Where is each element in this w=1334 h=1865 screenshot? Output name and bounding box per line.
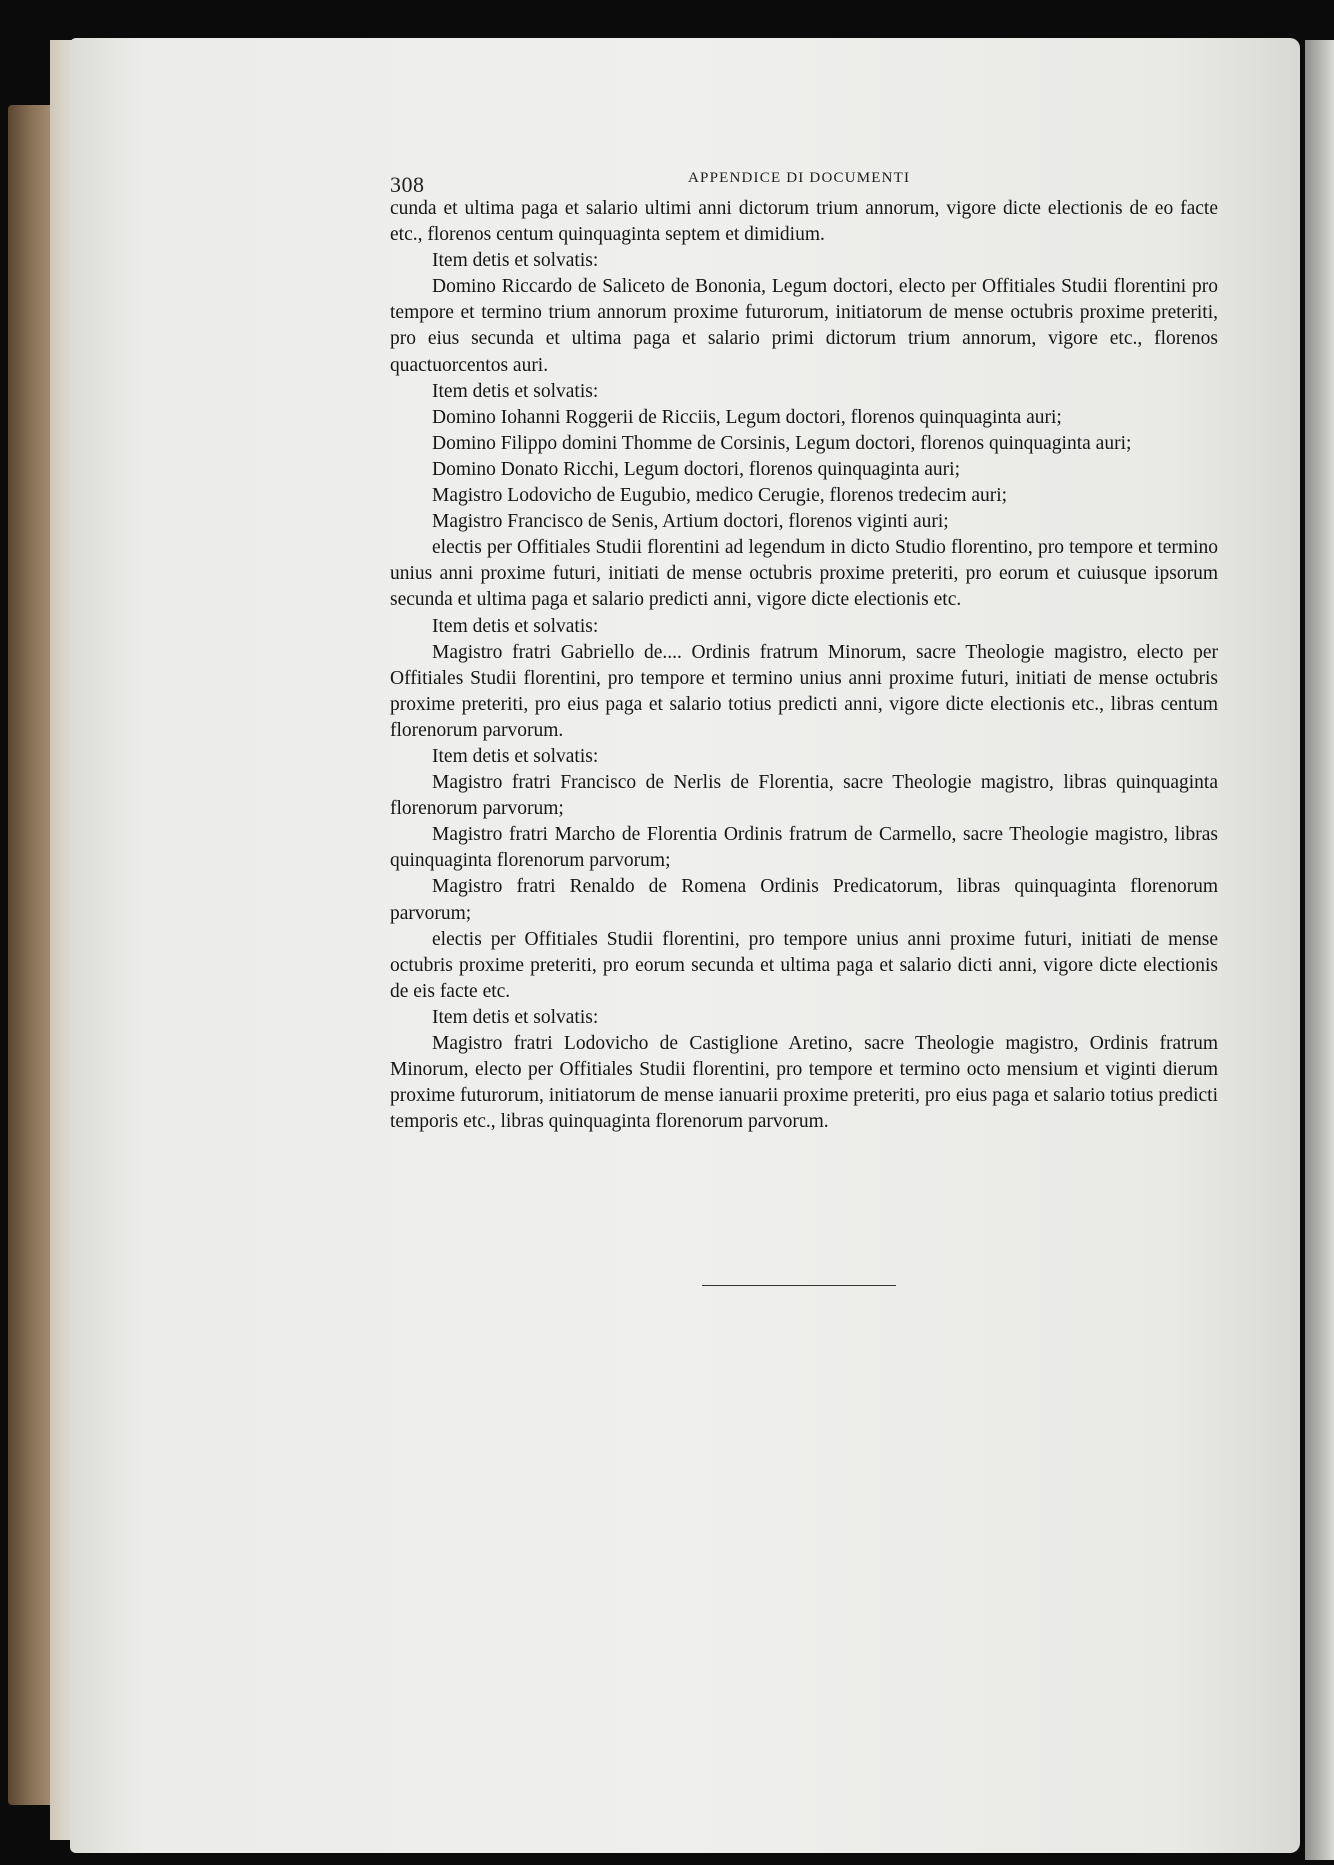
paragraph: Domino Filippo domini Thomme de Corsinis, Legum doctori, florenos quinquaginta auri; — [432, 432, 1132, 454]
paragraph: Item detis et solvatis: — [432, 1006, 599, 1028]
section-divider-rule — [702, 1285, 896, 1286]
paragraph: Magistro fratri Marcho de Florentia Ordinis fratrum de Carmello, sacre Theologie magistro, libras quinquaginta florenorum parvorum; — [390, 824, 1218, 872]
paragraph: Item detis et solvatis: — [432, 615, 599, 637]
paragraph: electis per Offitiales Studii florentini ad legendum in dicto Studio florentino, pro tempore et termino unius anni proxime futuri, initiati de mense octubris proxime preteriti, pro eorum et cuiusque ipsorum secunda et ultima paga et salario predicti anni, vigore dicte electionis etc. — [390, 537, 1218, 611]
paragraph: Domino Donato Ricchi, Legum doctori, florenos quinquaginta auri; — [432, 458, 961, 480]
paragraph: Magistro Lodovicho de Eugubio, medico Cerugie, florenos tredecim auri; — [432, 485, 1008, 507]
paragraph: Domino Iohanni Roggerii de Ricciis, Legum doctori, florenos quinquaginta auri; — [432, 406, 1062, 428]
running-head: APPENDICE DI DOCUMENTI — [688, 170, 911, 186]
paragraph: Magistro Francisco de Senis, Artium doctori, florenos viginti auri; — [432, 511, 949, 533]
paragraph: cunda et ultima paga et salario ultimi anni dictorum trium annorum, vigore dicte electionis de eo facte etc., florenos centum quinquaginta septem et dimidium. — [390, 198, 1218, 246]
paragraph: Magistro fratri Lodovicho de Castiglione Aretino, sacre Theologie magistro, Ordinis fratrum Minorum, electo per Offitiales Studii florentini, pro tempore et termino octo mensium et viginti dierum proxime futurorum, initiatorum de mense ianuarii proxime preteriti, pro eius paga et salario totius predicti temporis etc., libras quinquaginta florenorum parvorum. — [390, 1033, 1218, 1133]
paragraph: electis per Offitiales Studii florentini, pro tempore unius anni proxime futuri, initiati de mense octubris proxime preteriti, pro eorum secunda et ultima paga et salario dicti anni, vigore dicte electionis de eis facte etc. — [390, 928, 1218, 1002]
paragraph: Magistro fratri Renaldo de Romena Ordinis Predicatorum, libras quinquaginta florenorum parvorum; — [390, 876, 1218, 924]
paragraph: Magistro fratri Francisco de Nerlis de Florentia, sacre Theologie magistro, libras quinquaginta florenorum parvorum; — [390, 772, 1218, 820]
page-number: 308 — [390, 172, 425, 197]
paragraph: Item detis et solvatis: — [432, 745, 599, 767]
facing-page-edge — [1305, 40, 1334, 1860]
paragraph: Domino Riccardo de Saliceto de Bononia, Legum doctori, electo per Offitiales Studii florentini pro tempore et termino trium annorum proxime futurorum, initiatorum de mense octubris proxime preteriti, pro eius secunda et ultima paga et salario primi dictorum trium annorum, vigore etc., florenos quactuorcentos auri. — [390, 276, 1218, 376]
paragraph: Magistro fratri Gabriello de.... Ordinis fratrum Minorum, sacre Theologie magistro, electo per Offitiales Studii florentini, pro tempore et termino unius anni proxime futuri, initiati de mense octubris proxime preteriti, pro eius paga et salario totius predicti anni, vigore dicte electionis etc., libras centum florenorum parvorum. — [390, 641, 1218, 741]
paragraph: Item detis et solvatis: — [432, 250, 599, 272]
document-body — [390, 196, 1218, 1135]
paragraph: Item detis et solvatis: — [432, 380, 599, 402]
